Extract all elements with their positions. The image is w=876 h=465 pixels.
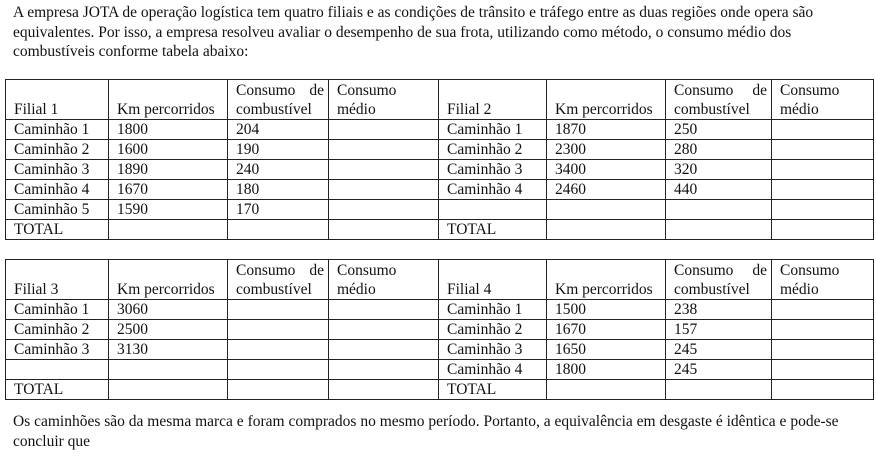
km-cell: 1800: [547, 360, 666, 380]
total-cell: [666, 220, 772, 240]
truck-cell: Caminhão 1: [439, 120, 547, 140]
truck-cell: Caminhão 3: [6, 340, 109, 360]
total-cell: [666, 380, 772, 400]
km-cell: 1500: [547, 300, 666, 320]
total-row: [6, 380, 874, 400]
total-cell: [109, 220, 228, 240]
total-cell: [329, 220, 439, 240]
table-row: [6, 200, 874, 220]
table-row: [6, 360, 874, 380]
truck-cell: Caminhão 3: [439, 160, 547, 180]
km-cell: 1890: [109, 160, 228, 180]
truck-cell: Caminhão 4: [6, 180, 109, 200]
consumo-medio-cell: [772, 360, 874, 380]
consumo-cell: [228, 300, 329, 320]
col-km-header: Km percorridos: [109, 260, 228, 300]
truck-cell: [439, 200, 547, 220]
consumo-cell: [666, 200, 772, 220]
km-cell: 2500: [109, 320, 228, 340]
consumo-cell: 250: [666, 120, 772, 140]
total-row: [6, 220, 874, 240]
consumo-cell: 320: [666, 160, 772, 180]
table-row: [6, 140, 874, 160]
col-consumo-header: Consumo de combustível: [666, 80, 772, 120]
km-cell: 1650: [547, 340, 666, 360]
intro-paragraph: A empresa JOTA de operação logística tem quatro filiais e as condições de trânsito e tráfego entre as duas regiões onde opera são equivalentes. Por isso, a empresa resolveu avaliar o desempenho de sua frota, utilizando como método, o consumo médio dos combustíveis conforme tabela abaixo:: [13, 4, 814, 60]
header-row: [6, 80, 874, 120]
consumo-cell: 204: [228, 120, 329, 140]
consumo-medio-cell: [772, 140, 874, 160]
col-medio-header: Consumo médio: [772, 260, 874, 300]
km-cell: [547, 200, 666, 220]
truck-cell: Caminhão 2: [439, 140, 547, 160]
consumo-cell: 440: [666, 180, 772, 200]
consumo-medio-cell: [772, 340, 874, 360]
consumo-medio-cell: [772, 180, 874, 200]
filial-name: Filial 2: [439, 80, 547, 120]
km-cell: 3400: [547, 160, 666, 180]
total-cell: [109, 380, 228, 400]
filial-name: Filial 1: [6, 80, 109, 120]
consumo-medio-cell: [772, 320, 874, 340]
total-label: TOTAL: [439, 220, 547, 240]
consumo-medio-cell: [329, 120, 439, 140]
total-cell: [329, 380, 439, 400]
total-cell: [547, 380, 666, 400]
col-medio-header: Consumo médio: [772, 80, 874, 120]
consumo-medio-cell: [329, 160, 439, 180]
col-km-header: Km percorridos: [109, 80, 228, 120]
col-consumo-header: Consumo de combustível: [666, 260, 772, 300]
consumo-medio-cell: [329, 340, 439, 360]
consumo-cell: 170: [228, 200, 329, 220]
truck-cell: Caminhão 3: [439, 340, 547, 360]
total-label: TOTAL: [439, 380, 547, 400]
truck-cell: Caminhão 4: [439, 180, 547, 200]
consumo-cell: 240: [228, 160, 329, 180]
truck-cell: Caminhão 1: [6, 120, 109, 140]
consumo-cell: [228, 320, 329, 340]
km-cell: 1800: [109, 120, 228, 140]
col-consumo-header: Consumo de combustível: [228, 80, 329, 120]
km-cell: 1670: [547, 320, 666, 340]
col-medio-header: Consumo médio: [329, 80, 439, 120]
table-row: [6, 300, 874, 320]
truck-cell: [6, 360, 109, 380]
table-filial-3-4: [5, 259, 874, 400]
consumo-medio-cell: [329, 180, 439, 200]
truck-cell: Caminhão 3: [6, 160, 109, 180]
total-label: TOTAL: [6, 380, 109, 400]
km-cell: [109, 360, 228, 380]
consumo-cell: 245: [666, 360, 772, 380]
total-cell: [772, 380, 874, 400]
table-row: [6, 320, 874, 340]
truck-cell: Caminhão 1: [439, 300, 547, 320]
consumo-cell: 180: [228, 180, 329, 200]
km-cell: 1670: [109, 180, 228, 200]
consumo-medio-cell: [772, 160, 874, 180]
km-cell: 3060: [109, 300, 228, 320]
km-cell: 2460: [547, 180, 666, 200]
header-row: [6, 260, 874, 300]
table-row: [6, 120, 874, 140]
consumo-cell: 190: [228, 140, 329, 160]
truck-cell: Caminhão 4: [439, 360, 547, 380]
consumo-medio-cell: [329, 140, 439, 160]
consumo-cell: 280: [666, 140, 772, 160]
col-km-header: Km percorridos: [547, 260, 666, 300]
consumo-medio-cell: [772, 120, 874, 140]
truck-cell: Caminhão 5: [6, 200, 109, 220]
consumo-medio-cell: [329, 200, 439, 220]
consumo-cell: [228, 340, 329, 360]
truck-cell: Caminhão 2: [439, 320, 547, 340]
total-cell: [772, 220, 874, 240]
conclusion-paragraph: Os caminhões são da mesma marca e foram comprados no mesmo período. Portanto, a equivalência em desgaste é idêntica e pode-se concluir que: [13, 413, 839, 450]
col-km-header: Km percorridos: [547, 80, 666, 120]
consumo-cell: 157: [666, 320, 772, 340]
km-cell: 1870: [547, 120, 666, 140]
km-cell: 2300: [547, 140, 666, 160]
consumo-medio-cell: [329, 300, 439, 320]
consumo-medio-cell: [329, 360, 439, 380]
total-cell: [228, 380, 329, 400]
consumo-cell: [228, 360, 329, 380]
consumo-cell: 245: [666, 340, 772, 360]
total-cell: [547, 220, 666, 240]
table-row: [6, 160, 874, 180]
consumo-medio-cell: [772, 300, 874, 320]
col-consumo-header: Consumo de combustível: [228, 260, 329, 300]
km-cell: 1590: [109, 200, 228, 220]
table-row: [6, 340, 874, 360]
km-cell: 1600: [109, 140, 228, 160]
filial-name: Filial 4: [439, 260, 547, 300]
filial-name: Filial 3: [6, 260, 109, 300]
truck-cell: Caminhão 2: [6, 140, 109, 160]
table-filial-1-2: [5, 79, 874, 240]
km-cell: 3130: [109, 340, 228, 360]
truck-cell: Caminhão 1: [6, 300, 109, 320]
consumo-cell: 238: [666, 300, 772, 320]
consumo-medio-cell: [329, 320, 439, 340]
table-row: [6, 180, 874, 200]
consumo-medio-cell: [772, 200, 874, 220]
truck-cell: Caminhão 2: [6, 320, 109, 340]
col-medio-header: Consumo médio: [329, 260, 439, 300]
total-cell: [228, 220, 329, 240]
total-label: TOTAL: [6, 220, 109, 240]
